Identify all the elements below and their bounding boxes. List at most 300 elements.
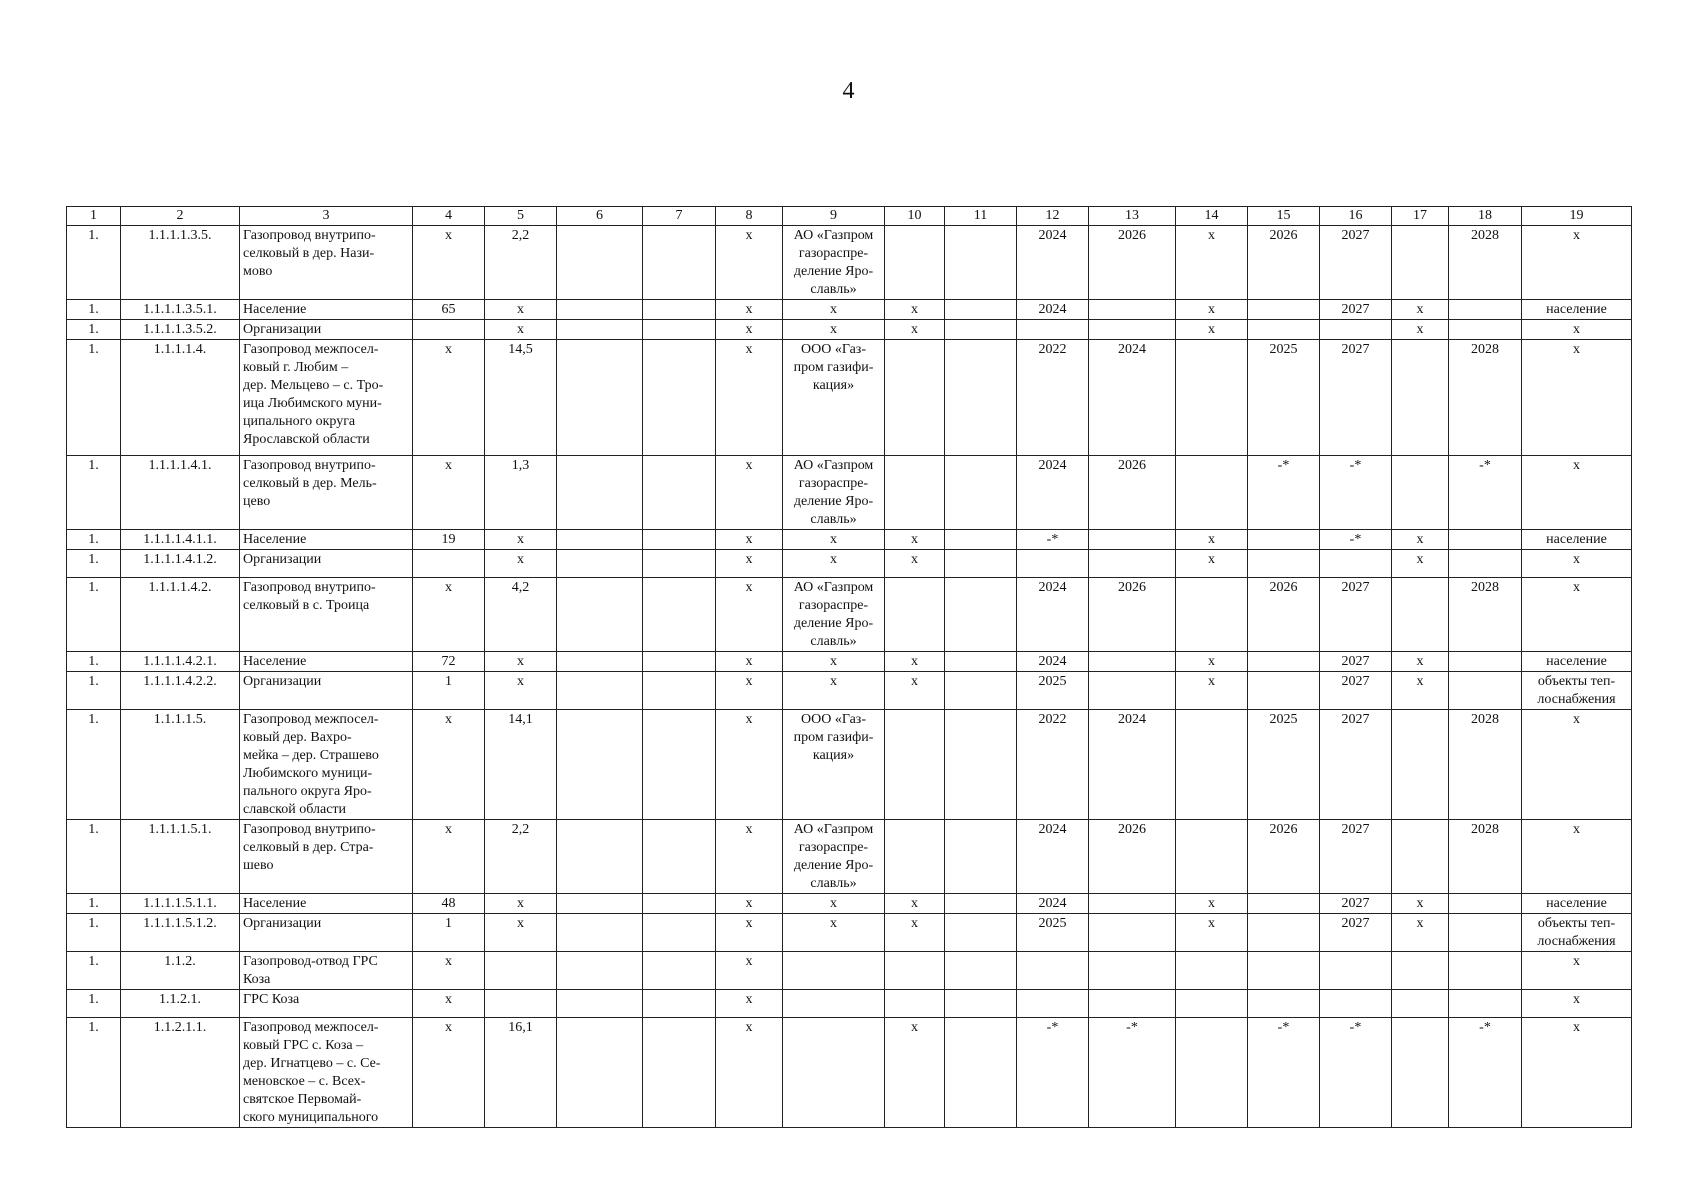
- table-cell: 1.: [67, 578, 121, 652]
- table-cell: х: [1522, 952, 1632, 990]
- table-cell: х: [1392, 914, 1449, 952]
- table-cell: [643, 340, 716, 456]
- table-cell: 2027: [1320, 914, 1392, 952]
- data-table: [66, 206, 1632, 1128]
- table-cell: [557, 672, 643, 710]
- table-cell: -*: [1017, 1018, 1089, 1128]
- table-cell: 1.1.1.1.5.1.1.: [121, 894, 240, 914]
- table-cell: х: [716, 990, 783, 1018]
- table-cell: 2027: [1320, 340, 1392, 456]
- table-cell: 1.: [67, 550, 121, 578]
- table-cell: 2028: [1449, 820, 1522, 894]
- column-header: 1: [67, 207, 121, 226]
- table-cell: 1.1.1.1.3.5.1.: [121, 300, 240, 320]
- table-cell: х: [1522, 340, 1632, 456]
- table-cell: 2022: [1017, 710, 1089, 820]
- table-cell: население: [1522, 894, 1632, 914]
- table-cell: 1.: [67, 710, 121, 820]
- table-cell: Население: [240, 300, 413, 320]
- table-cell: 1.: [67, 914, 121, 952]
- table-cell: х: [1522, 550, 1632, 578]
- table-cell: [643, 300, 716, 320]
- table-cell: х: [716, 914, 783, 952]
- table-cell: х: [783, 894, 885, 914]
- table-cell: х: [716, 672, 783, 710]
- table-cell: 16,1: [485, 1018, 557, 1128]
- table-cell: [885, 710, 945, 820]
- table-cell: Газопровод-отвод ГРС Коза: [240, 952, 413, 990]
- table-cell: [945, 300, 1017, 320]
- table-cell: [1449, 320, 1522, 340]
- table-cell: 2027: [1320, 226, 1392, 300]
- table-cell: 2,2: [485, 820, 557, 894]
- table-cell: х: [885, 300, 945, 320]
- table-cell: Организации: [240, 550, 413, 578]
- table-cell: Организации: [240, 914, 413, 952]
- table-cell: -*: [1248, 1018, 1320, 1128]
- table-cell: 2024: [1017, 578, 1089, 652]
- table-cell: [885, 990, 945, 1018]
- table-row: [67, 456, 1632, 530]
- table-cell: 2025: [1017, 914, 1089, 952]
- table-cell: х: [716, 226, 783, 300]
- table-cell: 2024: [1017, 652, 1089, 672]
- table-cell: [885, 952, 945, 990]
- table-cell: [885, 820, 945, 894]
- table-cell: 1.1.1.1.4.1.: [121, 456, 240, 530]
- table-cell: [945, 952, 1017, 990]
- table-cell: [945, 530, 1017, 550]
- column-header: 4: [413, 207, 485, 226]
- table-row: [67, 226, 1632, 300]
- table-cell: 65: [413, 300, 485, 320]
- table-cell: [1449, 530, 1522, 550]
- table-cell: [643, 952, 716, 990]
- table-cell: х: [1176, 530, 1248, 550]
- table-cell: 2025: [1017, 672, 1089, 710]
- table-cell: 1.1.1.1.5.1.: [121, 820, 240, 894]
- table-cell: х: [783, 300, 885, 320]
- table-cell: [557, 456, 643, 530]
- table-cell: 1.: [67, 990, 121, 1018]
- table-cell: [1017, 550, 1089, 578]
- table-cell: [945, 914, 1017, 952]
- table-cell: 2024: [1017, 820, 1089, 894]
- table-cell: [945, 340, 1017, 456]
- table-cell: х: [1176, 672, 1248, 710]
- table-cell: [643, 578, 716, 652]
- table-cell: [643, 320, 716, 340]
- table-cell: [1392, 820, 1449, 894]
- table-cell: х: [716, 578, 783, 652]
- table-cell: 2,2: [485, 226, 557, 300]
- column-header: 5: [485, 207, 557, 226]
- table-cell: х: [413, 990, 485, 1018]
- table-cell: [643, 990, 716, 1018]
- header-row: [67, 207, 1632, 226]
- table-cell: х: [716, 1018, 783, 1128]
- table-cell: [1248, 952, 1320, 990]
- table-cell: 1.: [67, 340, 121, 456]
- table-cell: [1449, 550, 1522, 578]
- table-cell: [1089, 320, 1176, 340]
- table-cell: х: [1522, 1018, 1632, 1128]
- table-cell: 1.: [67, 820, 121, 894]
- table-cell: 1.: [67, 652, 121, 672]
- table-cell: х: [716, 530, 783, 550]
- table-cell: [557, 894, 643, 914]
- table-row: [67, 990, 1632, 1018]
- table-cell: [1248, 672, 1320, 710]
- table-cell: 2026: [1089, 456, 1176, 530]
- table-cell: [1248, 550, 1320, 578]
- table-cell: 2022: [1017, 340, 1089, 456]
- table-cell: [945, 320, 1017, 340]
- table-cell: население: [1522, 530, 1632, 550]
- table-cell: х: [885, 1018, 945, 1128]
- table-cell: [783, 1018, 885, 1128]
- table-cell: 2028: [1449, 578, 1522, 652]
- table-cell: 1.1.1.1.4.2.: [121, 578, 240, 652]
- table-cell: 19: [413, 530, 485, 550]
- table-cell: [1449, 914, 1522, 952]
- table-cell: х: [1522, 710, 1632, 820]
- table-cell: [643, 226, 716, 300]
- table-cell: 2025: [1248, 710, 1320, 820]
- table-cell: 1.: [67, 1018, 121, 1128]
- table-cell: [945, 226, 1017, 300]
- table-row: [67, 300, 1632, 320]
- table-cell: 1.1.1.1.5.: [121, 710, 240, 820]
- table-cell: [1089, 952, 1176, 990]
- table-cell: х: [413, 226, 485, 300]
- table-cell: х: [716, 894, 783, 914]
- table-cell: 1.1.1.1.4.1.2.: [121, 550, 240, 578]
- table-cell: [1392, 1018, 1449, 1128]
- table-cell: 2024: [1089, 340, 1176, 456]
- column-header: 15: [1248, 207, 1320, 226]
- table-cell: 1.: [67, 300, 121, 320]
- table-cell: -*: [1320, 530, 1392, 550]
- table-cell: [643, 652, 716, 672]
- table-cell: 2024: [1017, 226, 1089, 300]
- table-cell: Организации: [240, 320, 413, 340]
- table-cell: [1449, 652, 1522, 672]
- table-cell: 4,2: [485, 578, 557, 652]
- table-cell: х: [485, 300, 557, 320]
- table-cell: 1.: [67, 456, 121, 530]
- table-cell: [1248, 300, 1320, 320]
- table-cell: х: [783, 914, 885, 952]
- table-cell: [945, 990, 1017, 1018]
- table-cell: 1.1.2.1.: [121, 990, 240, 1018]
- table-cell: х: [413, 820, 485, 894]
- table-cell: х: [413, 456, 485, 530]
- table-cell: х: [783, 652, 885, 672]
- table-row: [67, 340, 1632, 456]
- table-cell: 1.: [67, 952, 121, 990]
- table-cell: 2026: [1089, 820, 1176, 894]
- column-header: 16: [1320, 207, 1392, 226]
- column-header: 11: [945, 207, 1017, 226]
- table-cell: 2027: [1320, 578, 1392, 652]
- table-cell: АО «Газпром газораспре- деление Яро- славль»: [783, 578, 885, 652]
- table-cell: -*: [1449, 456, 1522, 530]
- table-cell: 1.: [67, 226, 121, 300]
- table-cell: население: [1522, 652, 1632, 672]
- table-cell: -*: [1449, 1018, 1522, 1128]
- table-cell: Газопровод внутрипо- селковый в дер. Стра- шево: [240, 820, 413, 894]
- table-cell: [1089, 530, 1176, 550]
- table-cell: х: [485, 550, 557, 578]
- table-cell: 14,5: [485, 340, 557, 456]
- table-cell: х: [1392, 320, 1449, 340]
- table-cell: [1392, 952, 1449, 990]
- table-cell: х: [783, 530, 885, 550]
- table-row: [67, 914, 1632, 952]
- table-cell: -*: [1017, 530, 1089, 550]
- table-cell: х: [1176, 914, 1248, 952]
- table-cell: Население: [240, 894, 413, 914]
- table-cell: 2025: [1248, 340, 1320, 456]
- table-cell: -*: [1320, 456, 1392, 530]
- table-cell: [413, 550, 485, 578]
- table-cell: [1017, 952, 1089, 990]
- table-cell: [885, 578, 945, 652]
- table-cell: [1392, 990, 1449, 1018]
- table-cell: 1.: [67, 894, 121, 914]
- table-cell: х: [716, 652, 783, 672]
- table-cell: [885, 456, 945, 530]
- table-cell: х: [413, 340, 485, 456]
- table-cell: х: [716, 320, 783, 340]
- table-cell: [485, 952, 557, 990]
- table-cell: Организации: [240, 672, 413, 710]
- column-header: 19: [1522, 207, 1632, 226]
- table-cell: [1176, 340, 1248, 456]
- table-cell: 1.1.1.1.5.1.2.: [121, 914, 240, 952]
- table-cell: ООО «Газ- пром газифи- кация»: [783, 710, 885, 820]
- table-cell: [1248, 320, 1320, 340]
- table-cell: х: [1522, 226, 1632, 300]
- table-cell: [485, 990, 557, 1018]
- table-cell: [1089, 550, 1176, 578]
- table-cell: [557, 1018, 643, 1128]
- column-header: 12: [1017, 207, 1089, 226]
- table-cell: АО «Газпром газораспре- деление Яро- славль»: [783, 456, 885, 530]
- table-cell: [1320, 952, 1392, 990]
- table-cell: 1.1.1.1.4.1.1.: [121, 530, 240, 550]
- table-cell: 72: [413, 652, 485, 672]
- table-cell: х: [1176, 320, 1248, 340]
- table-cell: х: [413, 952, 485, 990]
- table-cell: х: [413, 710, 485, 820]
- table-cell: х: [485, 530, 557, 550]
- table-cell: [643, 530, 716, 550]
- table-cell: 1.1.1.1.3.5.: [121, 226, 240, 300]
- table-cell: [1449, 894, 1522, 914]
- table-cell: [1176, 1018, 1248, 1128]
- table-cell: [643, 550, 716, 578]
- table-cell: х: [1176, 550, 1248, 578]
- table-cell: [557, 952, 643, 990]
- table-cell: х: [1176, 652, 1248, 672]
- table-cell: [945, 894, 1017, 914]
- table-cell: 2027: [1320, 894, 1392, 914]
- table-cell: 1,3: [485, 456, 557, 530]
- table-cell: х: [1522, 456, 1632, 530]
- table-cell: х: [885, 652, 945, 672]
- table-cell: [1089, 894, 1176, 914]
- table-cell: 1.1.1.1.4.2.1.: [121, 652, 240, 672]
- table-cell: [643, 820, 716, 894]
- table-cell: х: [783, 550, 885, 578]
- table-cell: [783, 952, 885, 990]
- table-cell: х: [885, 894, 945, 914]
- table-cell: [643, 672, 716, 710]
- table-cell: Газопровод межпосел- ковый г. Любим – дер. Мельцево – с. Тро- ица Любимского муни- ципального округа Ярославской области: [240, 340, 413, 456]
- table-cell: х: [885, 550, 945, 578]
- table-cell: х: [716, 340, 783, 456]
- table-cell: [945, 710, 1017, 820]
- table-cell: [557, 530, 643, 550]
- table-cell: 2028: [1449, 226, 1522, 300]
- table-cell: [557, 320, 643, 340]
- table-cell: х: [1522, 990, 1632, 1018]
- table-cell: 14,1: [485, 710, 557, 820]
- table-cell: Газопровод внутрипо- селковый в дер. Мель- цево: [240, 456, 413, 530]
- table-cell: [643, 914, 716, 952]
- table-cell: [945, 1018, 1017, 1128]
- table-row: [67, 550, 1632, 578]
- table-cell: 2026: [1089, 226, 1176, 300]
- column-header: 8: [716, 207, 783, 226]
- table-cell: 2027: [1320, 300, 1392, 320]
- table-cell: АО «Газпром газораспре- деление Яро- славль»: [783, 820, 885, 894]
- table-cell: [1392, 226, 1449, 300]
- table-cell: [1392, 456, 1449, 530]
- table-cell: [1089, 990, 1176, 1018]
- table-cell: [1248, 530, 1320, 550]
- table-cell: [1248, 652, 1320, 672]
- table-row: [67, 1018, 1632, 1128]
- table-row: [67, 652, 1632, 672]
- table-cell: [945, 672, 1017, 710]
- table-cell: 1.1.1.1.4.2.2.: [121, 672, 240, 710]
- table-cell: [557, 300, 643, 320]
- table-cell: х: [1176, 226, 1248, 300]
- table-cell: х: [1392, 894, 1449, 914]
- table-cell: Население: [240, 530, 413, 550]
- table-cell: х: [716, 456, 783, 530]
- table-cell: 1: [413, 672, 485, 710]
- table-cell: [1089, 300, 1176, 320]
- table-cell: [1248, 894, 1320, 914]
- table-row: [67, 894, 1632, 914]
- table-cell: [945, 578, 1017, 652]
- table-cell: [643, 710, 716, 820]
- table-cell: х: [1522, 820, 1632, 894]
- table-cell: [557, 226, 643, 300]
- table-cell: х: [1522, 578, 1632, 652]
- table-cell: [643, 1018, 716, 1128]
- column-header: 10: [885, 207, 945, 226]
- table-cell: [1176, 456, 1248, 530]
- table-cell: 2027: [1320, 672, 1392, 710]
- table-cell: [1176, 578, 1248, 652]
- column-header: 2: [121, 207, 240, 226]
- table-cell: Газопровод межпосел- ковый дер. Вахро- мейка – дер. Страшево Любимского муници- пального округа Яро- славской области: [240, 710, 413, 820]
- table-cell: х: [485, 672, 557, 710]
- table-cell: [1248, 990, 1320, 1018]
- table-cell: [1392, 340, 1449, 456]
- table-cell: 1.1.1.1.3.5.2.: [121, 320, 240, 340]
- table-cell: х: [413, 578, 485, 652]
- column-header: 17: [1392, 207, 1449, 226]
- table-cell: [1176, 990, 1248, 1018]
- table-row: [67, 710, 1632, 820]
- table-cell: Газопровод межпосел- ковый ГРС с. Коза – дер. Игнатцево – с. Се- меновское – с. Всех- святское Первомай- ского муниципального: [240, 1018, 413, 1128]
- table-cell: -*: [1248, 456, 1320, 530]
- table-cell: 1.1.2.1.1.: [121, 1018, 240, 1128]
- table-cell: [1017, 320, 1089, 340]
- table-cell: х: [485, 652, 557, 672]
- table-cell: [1320, 320, 1392, 340]
- table-cell: х: [1392, 550, 1449, 578]
- table-cell: х: [485, 894, 557, 914]
- table-cell: 2024: [1017, 300, 1089, 320]
- table-cell: ГРС Коза: [240, 990, 413, 1018]
- table-cell: [1320, 990, 1392, 1018]
- table-cell: х: [1392, 300, 1449, 320]
- table-cell: х: [1392, 530, 1449, 550]
- table-cell: 1.: [67, 530, 121, 550]
- table-cell: АО «Газпром газораспре- деление Яро- славль»: [783, 226, 885, 300]
- column-header: 13: [1089, 207, 1176, 226]
- table-cell: х: [885, 320, 945, 340]
- table-cell: 2028: [1449, 710, 1522, 820]
- table-cell: [1449, 672, 1522, 710]
- table-cell: [1089, 672, 1176, 710]
- table-cell: [885, 340, 945, 456]
- table-cell: [557, 550, 643, 578]
- table-cell: [1176, 820, 1248, 894]
- table-cell: [557, 340, 643, 456]
- column-header: 14: [1176, 207, 1248, 226]
- table-cell: 2028: [1449, 340, 1522, 456]
- table-cell: Население: [240, 652, 413, 672]
- table-cell: [945, 550, 1017, 578]
- table-cell: [557, 578, 643, 652]
- table-cell: х: [1176, 894, 1248, 914]
- table-cell: 2026: [1248, 226, 1320, 300]
- table-cell: х: [1392, 672, 1449, 710]
- table-cell: х: [885, 530, 945, 550]
- table-cell: [557, 652, 643, 672]
- table-cell: х: [716, 710, 783, 820]
- table-cell: х: [716, 820, 783, 894]
- column-header: 9: [783, 207, 885, 226]
- table-cell: 2027: [1320, 710, 1392, 820]
- table-cell: [413, 320, 485, 340]
- table-cell: [945, 456, 1017, 530]
- table-cell: [1089, 914, 1176, 952]
- table-cell: -*: [1089, 1018, 1176, 1128]
- table-cell: х: [885, 672, 945, 710]
- table-cell: объекты теп- лоснабжения: [1522, 914, 1632, 952]
- table-cell: х: [716, 550, 783, 578]
- table-cell: 1.1.1.1.4.: [121, 340, 240, 456]
